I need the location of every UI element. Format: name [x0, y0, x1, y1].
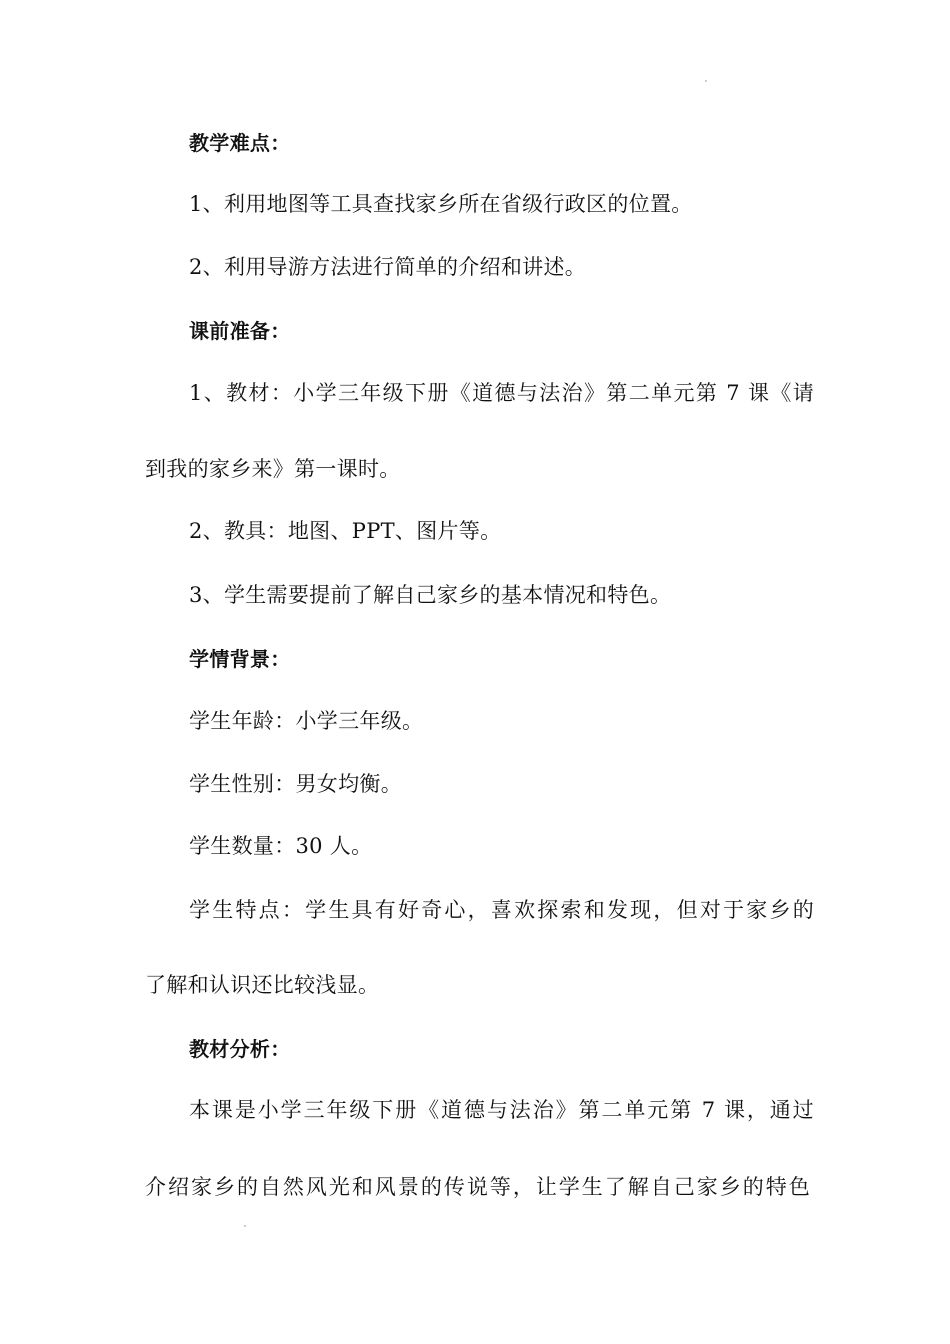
heading-student-background: 学情背景： — [189, 647, 291, 671]
textbook-analysis-line-1: 本课是小学三年级下册《道德与法治》第二单元第 7 课，通过 — [189, 1098, 814, 1122]
student-traits-continued: 了解和认识还比较浅显。 — [145, 973, 380, 997]
student-age: 学生年龄：小学三年级。 — [189, 709, 424, 733]
difficulty-item-1: 1、利用地图等工具查找家乡所在省级行政区的位置。 — [189, 192, 693, 216]
preparation-item-1: 1、教材：小学三年级下册《道德与法治》第二单元第 7 课《请 — [189, 381, 814, 405]
scan-speck — [244, 1225, 246, 1227]
student-gender: 学生性别：男女均衡。 — [189, 772, 402, 796]
heading-textbook-analysis: 教材分析： — [189, 1037, 291, 1061]
preparation-item-3: 3、学生需要提前了解自己家乡的基本情况和特色。 — [189, 583, 672, 607]
difficulty-item-2: 2、利用导游方法进行简单的介绍和讲述。 — [189, 255, 587, 279]
heading-preparation: 课前准备： — [189, 319, 291, 343]
heading-teaching-difficulties: 教学难点： — [189, 131, 291, 155]
student-traits: 学生特点：学生具有好奇心，喜欢探索和发现，但对于家乡的 — [189, 898, 814, 922]
preparation-item-1-continued: 到我的家乡来》第一课时。 — [145, 457, 401, 481]
student-count: 学生数量：30 人。 — [189, 834, 373, 858]
scan-speck — [705, 80, 707, 82]
preparation-item-2: 2、教具：地图、PPT、图片等。 — [189, 519, 502, 543]
textbook-analysis-line-2: 介绍家乡的自然风光和风景的传说等，让学生了解自己家乡的特色 — [145, 1175, 810, 1199]
